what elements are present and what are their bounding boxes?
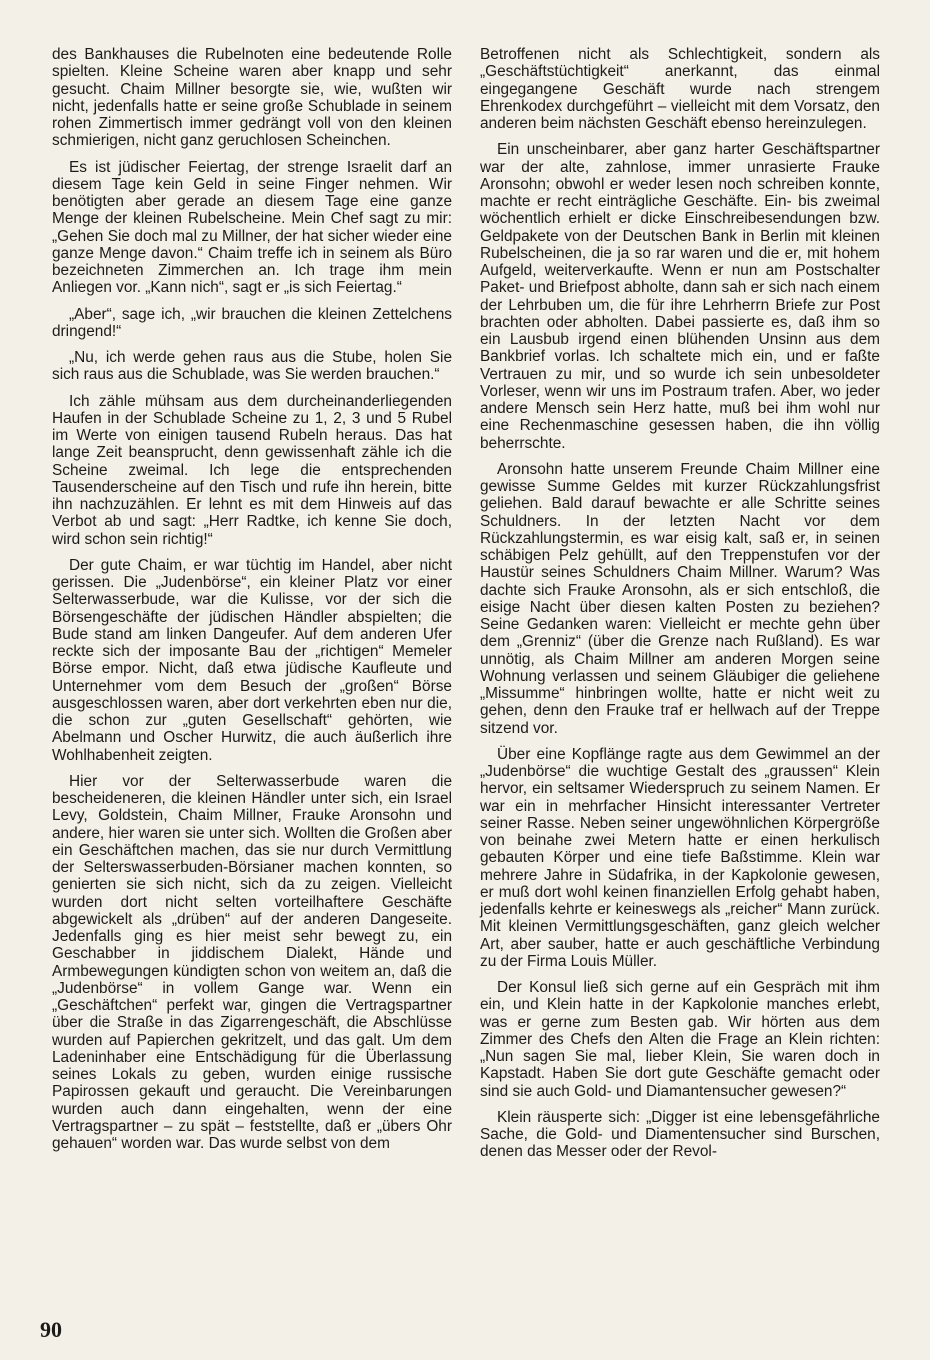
paragraph: des Bankhauses die Rubelnoten eine bedeutende Rolle spielten. Kleine Scheine waren aber knapp und sehr gesucht. Chaim Millner besorgte sie, wie, wußten wir nicht, jedenfalls hatte er seine große Schublade in seinem rohen Zimmertisch immer gedrängt voll von den kleinen schmierigen, nicht ganz geruchlosen Scheinchen. (52, 46, 452, 150)
paragraph: Ich zähle mühsam aus dem durcheinanderliegenden Haufen in der Schublade Scheine zu 1, 2, 3 und 5 Rubel im Werte von einigen tausend Rubeln heraus. Das hat lange Zeit beansprucht, denn gewissenhaft zähle ich die Scheine zweimal. Ich lege die entsprechenden Tausenderscheine auf den Tisch und rufe ihn herein, bitte ihn nachzuzählen. Er lehnt es mit dem Hinweis auf das Verbot ab und sagt: „Herr Radtke, ich kenne Sie doch, wird schon sein richtig!“ (52, 392, 452, 548)
paragraph: Ein unscheinbarer, aber ganz harter Geschäftspartner war der alte, zahnlose, immer unrasierte Frauke Aronsohn; obwohl er weder lesen noch schreiben konnte, machte er recht einträgliche Geschäfte. Ein- bis zweimal wöchentlich erhielt er dicke Einschreibesendungen bzw. Geldpakete von der Deutschen Bank in Berlin mit kleinen Rubelscheinen, die ja so rar waren und die er, mit hohem Aufgeld, weiterverkaufte. Wenn er nun am Postschalter Paket- und Briefpost abholte, dann sah er sich nach einem der Lehrbuben um, die für ihre Lehrherrn Briefe zur Post brachten oder abholten. Dabei passierte es, daß ihm so ein Lausbub irgend einen blühenden Unsinn aus dem Bankbrief vorlas. Ich schaltete mich ein, und er faßte Vertrauen zu mir, und so wurde ich sein unbesoldeter Vorleser, wenn wir uns im Postraum trafen. Aber, wo jeder andere Mensch sein Herz hatte, muß bei ihm wohl nur eine Rechenmaschine gesessen haben, die ihn völlig beherrschte. (480, 141, 880, 452)
paragraph: Betroffenen nicht als Schlechtigkeit, sondern als „Geschäftstüchtigkeit“ anerkannt, das einmal eingegangene Geschäft wurde nach strengem Ehrenkodex durchgeführt – vielleicht mit dem Vorsatz, den anderen beim nächsten Geschäft ebenso hereinzulegen. (480, 46, 880, 132)
paragraph: Hier vor der Selterwasserbude waren die bescheideneren, die kleinen Händler unter sich, ein Israel Levy, Goldstein, Chaim Millner, Frauke Aronsohn und andere, hier waren sie unter sich. Wollten die Großen aber ein Geschäftchen machen, das sie nur durch Vermittlung der Selterswasserbuden-Börsianer machen konnten, so genierten sie sich nicht, sich da zu zeigen. Vielleicht wurden dort nicht selten vorteilhaftere Geschäfte abgewickelt als „drüben“ auf der anderen Dangeseite. Jedenfalls ging es hier meist sehr bewegt zu, ein Geschabber in jiddischem Dialekt, Hände und Armbewegungen kündigten schon von weitem an, daß die „Judenbörse“ in vollem Gange war. Wenn ein „Geschäftchen“ perfekt war, gingen die Vertragspartner über die Straße in das Zigarrengeschäft, die Abschlüsse wurden auf Papierchen gekritzelt, und das galt. Um dem Ladeninhaber eine Entschädigung für die Überlassung seines Lokals zu geben, wurden einige russische Papirossen gekauft und geraucht. Die Vereinbarungen wurden auch dann eingehalten, wenn der eine Vertragspartner – zu spät – feststellte, daß er „übers Ohr gehauen“ worden war. Das wurde selbst von dem (52, 772, 452, 1152)
right-column (480, 46, 880, 1161)
left-column (52, 46, 452, 1152)
paragraph: Es ist jüdischer Feiertag, der strenge Israelit darf an diesem Tage kein Geld in seine Finger nehmen. Wir benötigten aber gerade an diesem Tage eine ganze Menge der kleinen Rubelscheine. Mein Chef sagt zu mir: „Gehen Sie doch mal zu Millner, der hat sicher wieder eine ganze Menge davon.“ Chaim treffe ich in seinem als Büro bezeichneten Zimmerchen an. Ich trage ihm mein Anliegen vor. „Kann nich“, sagt er „is sich Feiertag.“ (52, 158, 452, 297)
paragraph: Der gute Chaim, er war tüchtig im Handel, aber nicht gerissen. Die „Judenbörse“, ein kleiner Platz vor einer Selterwasserbude, war die Kulisse, vor der sich die Börsengeschäfte der jüdischen Händler abspielten; die Bude stand am linken Dangeufer. Auf dem anderen Ufer reckte sich der imposante Bau der „richtigen“ Memeler Börse empor. Nicht, daß etwa jüdische Kaufleute und Unternehmer vom dem Besuch der „großen“ Börse ausgeschlossen waren, aber dort verkehrten eben nur die, die schon zur „guten Gesellschaft“ gehörten, wie Abelmann und Oscher Hurwitz, die auch äußerlich ihre Wohlhabenheit zeigten. (52, 556, 452, 764)
paragraph: Klein räusperte sich: „Digger ist eine lebensgefährliche Sache, die Gold- und Diamentensucher sind Burschen, denen das Messer oder der Revol- (480, 1108, 880, 1161)
paragraph: „Aber“, sage ich, „wir brauchen die kleinen Zettelchens dringend!“ (52, 305, 452, 340)
paragraph: „Nu, ich werde gehen raus aus die Stube, holen Sie sich raus aus die Schublade, was Sie werden brauchen.“ (52, 349, 452, 384)
paragraph: Der Konsul ließ sich gerne auf ein Gespräch mit ihm ein, und Klein hatte in der Kapkolonie manches erlebt, was er gerne zum Besten gab. Wir hörten aus dem Zimmer des Chefs den Alten die Frage an Klein richten: „Nun sagen Sie mal, lieber Klein, Sie waren doch in Kapstadt. Haben Sie dort gute Geschäfte gemacht oder sind sie auch Gold- und Diamantensucher gewesen?“ (480, 979, 880, 1100)
paragraph: Über eine Kopflänge ragte aus dem Gewimmel an der „Judenbörse“ die wuchtige Gestalt des „graussen“ Klein hervor, ein seltsamer Wiederspruch zu seinem Namen. Er war ein in mehrfacher Hinsicht interessanter Vertreter seiner Rasse. Neben seiner ungewöhnlichen Körpergröße von beinahe zwei Metern hatte er einen herkulisch gebauten Körper und eine tiefe Baßstimme. Klein war mehrere Jahre in Südafrika, in der Kapkolonie gewesen, er muß dort wohl keinen finanziellen Erfolg gehabt haben, jedenfalls kehrte er keineswegs als „reicher“ Mann zurück. Mit kleinen Vermittlungsgeschäften, ganz gleich welcher Art, aber sauber, hatte er auch geschäftliche Verbindung zu der Firma Louis Müller. (480, 745, 880, 970)
page-number: 90 (40, 1317, 62, 1342)
paragraph: Aronsohn hatte unserem Freunde Chaim Millner eine gewisse Summe Geldes mit kurzer Rückzahlungsfrist geliehen. Bald darauf bewachte er alle Schritte seines Schuldners. In der letzten Nacht vor dem Rückzahlungstermin, es war eisig kalt, saß er, in seinen schäbigen Pelz gehüllt, auf den Treppenstufen vor der Haustür seines Schuldners Chaim Millner. Warum? Was dachte sich Frauke Aronsohn, als er sich entschloß, die eisige Nacht über diesen kalten Posten zu beziehen? Seine Gedanken waren: Vielleicht er mechte gehn über dem „Grenniz“ (über die Grenze nach Rußland). Es war unnötig, als Chaim Millner am anderen Morgen seine Wohnung verlassen und seinem Gläubiger die geliehene „Missumme“ hinbringen wollte, hatte er nicht weit zu gehen, denn den Frauke traf er hellwach auf der Treppe sitzend vor. (480, 460, 880, 737)
